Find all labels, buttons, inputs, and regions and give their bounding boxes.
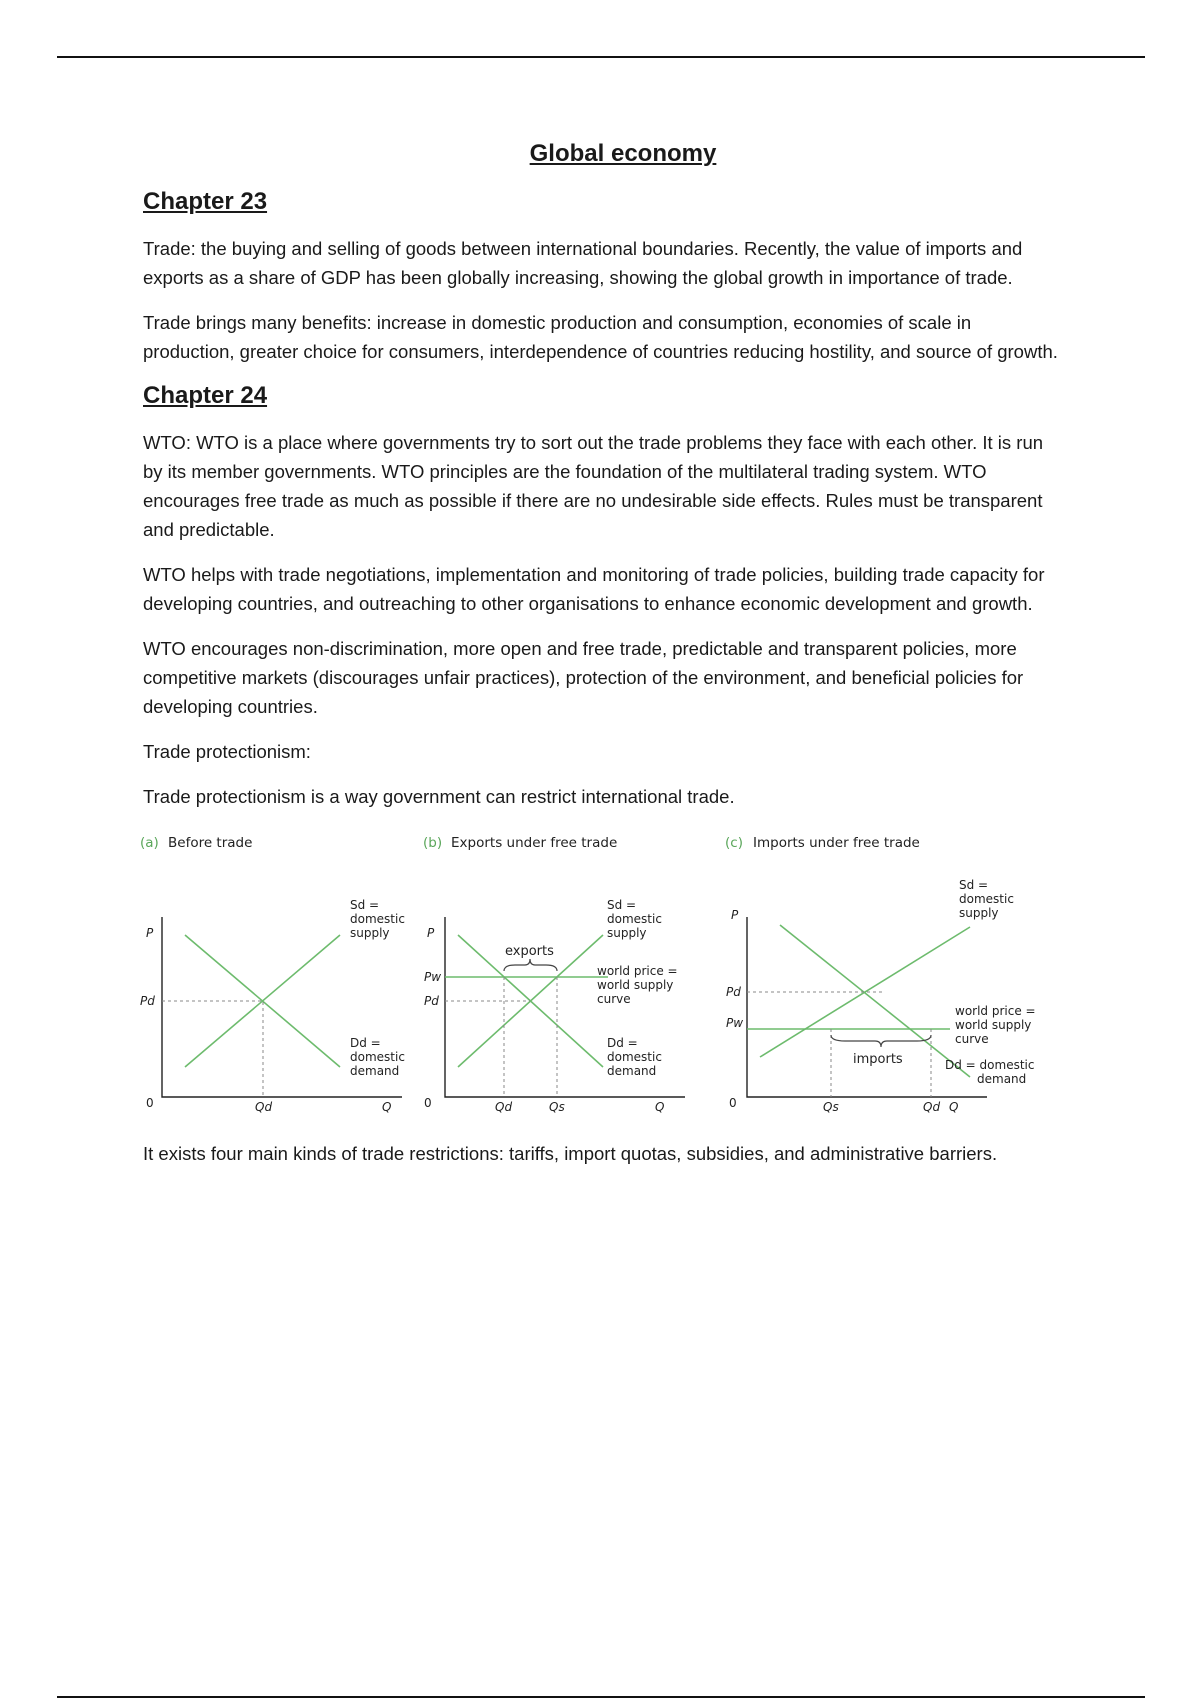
figure-a-demand-label: Dd = <box>350 1036 381 1050</box>
figure-b-qd-label: Qd <box>495 1100 513 1114</box>
figure-before-trade <box>140 827 420 1117</box>
footer-rule <box>57 1696 1145 1698</box>
chapter-24-paragraph: WTO: WTO is a place where governments try to sort out the trade problems they face with each other. It is run by its member governments. WTO principles are the foundation of the multilateral trading system. WTO encourages free trade as much as possible if there are no undesirable side effects. Rules must be transparent and predictable. <box>143 432 1044 540</box>
figure-c-origin: 0 <box>729 1096 737 1110</box>
figure-a-caption: Before trade <box>168 835 253 851</box>
figure-c-qd-label: Qd <box>923 1100 941 1114</box>
figure-a-demand-label: demand <box>350 1064 400 1078</box>
figure-c-qs-label: Qs <box>823 1100 839 1114</box>
figure-c-supply-label: domestic <box>959 892 1014 906</box>
figure-c-world-label: curve <box>955 1032 989 1046</box>
figure-b-p-label: P <box>427 926 435 940</box>
header-rule <box>57 56 1145 58</box>
figure-b-exports-label: exports <box>505 944 554 959</box>
figure-a-supply-label: Sd = <box>350 898 380 912</box>
figure-c-world-label: world price = <box>955 1004 1036 1018</box>
chapter-23-paragraph: Trade brings many benefits: increase in domestic production and consumption, economies of scale in production, greater choice for consumers, interdependence of countries reducing hostility, and source of growth. <box>143 312 1058 362</box>
figure-b-demand-label: domestic <box>607 1050 662 1064</box>
chapter-24-paragraph: Trade protectionism is a way government can restrict international trade. <box>143 786 735 807</box>
closing-paragraph: It exists four main kinds of trade restrictions: tariffs, import quotas, subsidies, and administrative barriers. <box>143 1143 998 1164</box>
chapter-24-heading: Chapter 24 <box>143 382 268 409</box>
figure-b-pd-label: Pd <box>424 994 439 1008</box>
figure-a-supply-label: domestic <box>350 912 405 926</box>
figure-c-pd-label: Pd <box>726 985 741 999</box>
figure-b-qs-label: Qs <box>549 1100 565 1114</box>
figure-a-letter: (a) <box>140 835 159 851</box>
figure-a-q-label: Q <box>382 1100 392 1114</box>
page-title: Global economy <box>529 140 717 167</box>
figure-a-origin: 0 <box>146 1096 154 1110</box>
figure-b-world-label: world supply <box>597 978 674 992</box>
figure-a-pd-label: Pd <box>140 994 155 1008</box>
document-body <box>140 140 1063 1184</box>
figure-c-caption: Imports under free trade <box>753 835 920 851</box>
trade-diagrams <box>140 827 1060 1117</box>
figure-b-caption: Exports under free trade <box>451 835 618 851</box>
figure-a-p-label: P <box>146 926 154 940</box>
figure-c-supply-label: Sd = <box>959 878 989 892</box>
figure-imports-free-trade <box>725 827 1055 1117</box>
figure-b-demand-label: Dd = <box>607 1036 638 1050</box>
figure-b-q-label: Q <box>655 1100 665 1114</box>
figure-b-origin: 0 <box>424 1096 432 1110</box>
chapter-23-heading: Chapter 23 <box>143 188 268 215</box>
figure-c-pw-label: Pw <box>726 1016 744 1030</box>
figure-c-world-label: world supply <box>955 1018 1032 1032</box>
figure-c-p-label: P <box>731 908 739 922</box>
chapter-24-paragraph: WTO encourages non-discrimination, more open and free trade, predictable and transparent policies, more competitive markets (discourages unfair practices), protection of the environment, and beneficial policies for developing countries. <box>143 638 1024 717</box>
figure-b-exports-brace <box>504 959 557 971</box>
figure-b-demand-label: demand <box>607 1064 657 1078</box>
figure-exports-free-trade <box>423 827 703 1117</box>
figure-b-supply-label: supply <box>607 926 647 940</box>
figure-a-demand-label: domestic <box>350 1050 405 1064</box>
chapter-23-paragraph: Trade: the buying and selling of goods between international boundaries. Recently, the value of imports and exports as a share of GDP has been globally increasing, showing the global growth in importance of trade. <box>143 238 1023 288</box>
figure-b-world-label: world price = <box>597 964 678 978</box>
figure-b-letter: (b) <box>423 835 443 851</box>
figure-a-qd-label: Qd <box>255 1100 273 1114</box>
chapter-24-paragraph: WTO helps with trade negotiations, implementation and monitoring of trade policies, building trade capacity for developing countries, and outreaching to other organisations to enhance economic development and growth. <box>143 564 1045 614</box>
figure-b-world-label: curve <box>597 992 631 1006</box>
figure-c-demand-label: demand <box>977 1072 1027 1086</box>
figure-b-supply-label: Sd = <box>607 898 637 912</box>
figure-c-letter: (c) <box>725 835 743 851</box>
figure-c-demand-label: Dd = domestic <box>945 1058 1035 1072</box>
figure-c-q-label: Q <box>949 1100 959 1114</box>
figure-c-imports-brace <box>831 1035 931 1047</box>
figure-c-supply-label: supply <box>959 906 999 920</box>
figure-b-pw-label: Pw <box>424 970 442 984</box>
figure-c-imports-label: imports <box>853 1052 903 1067</box>
chapter-24-paragraph: Trade protectionism: <box>143 741 311 762</box>
figure-a-equilibrium-guides <box>162 1001 263 1097</box>
figure-a-supply-label: supply <box>350 926 390 940</box>
figure-b-supply-label: domestic <box>607 912 662 926</box>
